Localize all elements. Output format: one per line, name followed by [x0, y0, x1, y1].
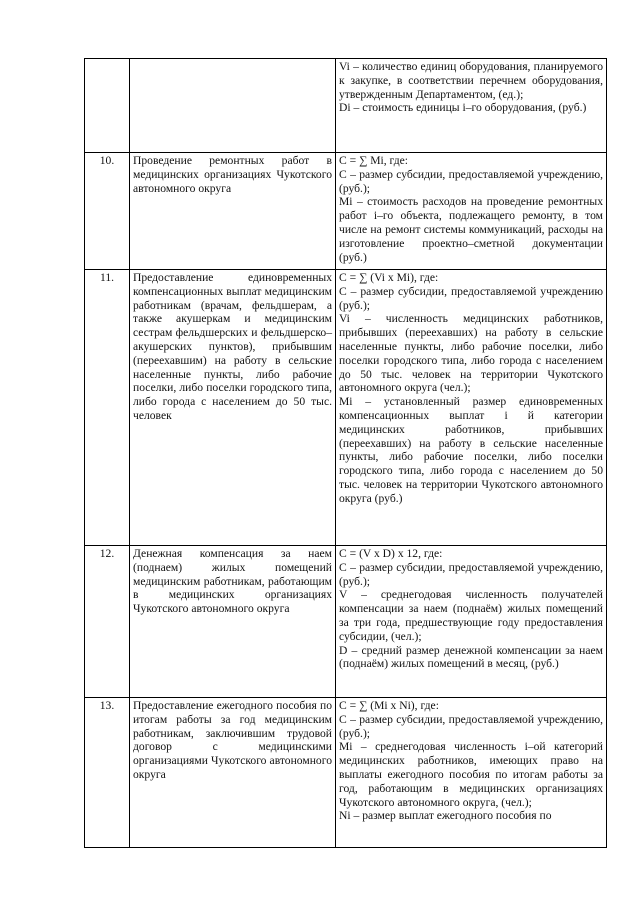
subsidy-formula-table	[84, 58, 607, 848]
formula-line: Mi – среднегодовая численность i–ой категорий медицинских работников, имеющих право на выплаты ежегодного пособия по итогам работы за год, работающим в медицинских организациях Чукотского автономного округа, (чел.);	[339, 740, 603, 809]
formula-line: C = ∑ (Vi x Mi), где:	[339, 271, 439, 284]
formula-line: Mi – стоимость расходов на проведение ремонтных работ i–го объекта, подлежащего ремонту, в том числе на ремонт системы коммуникаций, расходы на изготовление проектно–сметной документации (руб.)	[339, 195, 603, 264]
row-number: 10.	[85, 153, 130, 270]
table-row	[85, 546, 607, 698]
calculation-formula	[336, 59, 607, 153]
formula-line: Vi – количество единиц оборудования, планируемого к закупке, в соответствии перечнем оборудования, утвержденным Департаментом, (ед.);	[339, 60, 603, 101]
measure-name: Предоставление единовременных компенсационных выплат медицинским работникам (врачам, фельдшерам, а также акушеркам и медицинским сестрам фельдшерских и фельдшерско–акушерских пунктов), прибывшим (переехавшим) на работу в сельские населенные пункты, либо рабочие поселки, либо поселки городского типа, либо города с населением до 50 тыс. человек	[130, 270, 336, 546]
formula-line: Vi – численность медицинских работников, прибывших (переехавших) на работу в сельские населенные пункты, либо рабочие поселки, либо поселки городского типа, либо города с населением до 50 тыс. человек на территории Чукотского автономного округа (чел.);	[339, 312, 603, 395]
calculation-formula	[336, 270, 607, 546]
table-row	[85, 59, 607, 153]
formula-line: V – среднегодовая численность получателей компенсации за наем (поднаём) жилых помещений за три года, предшествующие году предоставления субсидии, (чел.);	[339, 588, 603, 643]
formula-line: C – размер субсидии, предоставляемой учреждению, (руб.);	[339, 560, 603, 588]
table-row	[85, 698, 607, 848]
formula-line: Mi – установленный размер единовременных компенсационных выплат i й категории медицинских работников, прибывших (переехавших) на работу в сельские населенные пункты, либо рабочие поселки, либо поселки городского типа, либо города с населением до 50 тыс. человек на территории Чукотского автономного округа (руб.)	[339, 395, 603, 505]
row-number: 13.	[85, 698, 130, 848]
measure-name: Проведение ремонтных работ в медицинских организациях Чукотского автономного округа	[130, 153, 336, 270]
table-row	[85, 270, 607, 546]
calculation-formula	[336, 546, 607, 698]
formula-line: C – размер субсидии, предоставляемой учреждению (руб.);	[339, 284, 603, 312]
measure-name: Денежная компенсация за наем (поднаем) жилых помещений медицинским работникам, работающим в медицинских организациях Чукотского автономного округа	[130, 546, 336, 698]
formula-line: C = ∑ (Mi x Ni), где:	[339, 699, 439, 712]
formula-line: C – размер субсидии, предоставляемой учреждению, (руб.);	[339, 167, 603, 195]
calculation-formula	[336, 698, 607, 848]
row-number	[85, 59, 130, 153]
formula-line: D – средний размер денежной компенсации за наем (поднаём) жилых помещений в месяц, (руб.)	[339, 643, 603, 671]
formula-line: Ni – размер выплат ежегодного пособия по	[339, 809, 552, 823]
measure-name: Предоставление ежегодного пособия по итогам работы за год медицинским работникам, заключившим трудовой договор с медицинскими организациями Чукотского автономного округа	[130, 698, 336, 848]
formula-line: C = ∑ Mi, где:	[339, 154, 409, 167]
row-number: 11.	[85, 270, 130, 546]
table-row	[85, 153, 607, 270]
formula-line: C = (V x D) x 12, где:	[339, 547, 443, 560]
row-number: 12.	[85, 546, 130, 698]
calculation-formula	[336, 153, 607, 270]
measure-name	[130, 59, 336, 153]
formula-line: Di – стоимость единицы i–го оборудования, (руб.)	[339, 101, 587, 115]
formula-line: C – размер субсидии, предоставляемой учреждению, (руб.);	[339, 712, 603, 740]
